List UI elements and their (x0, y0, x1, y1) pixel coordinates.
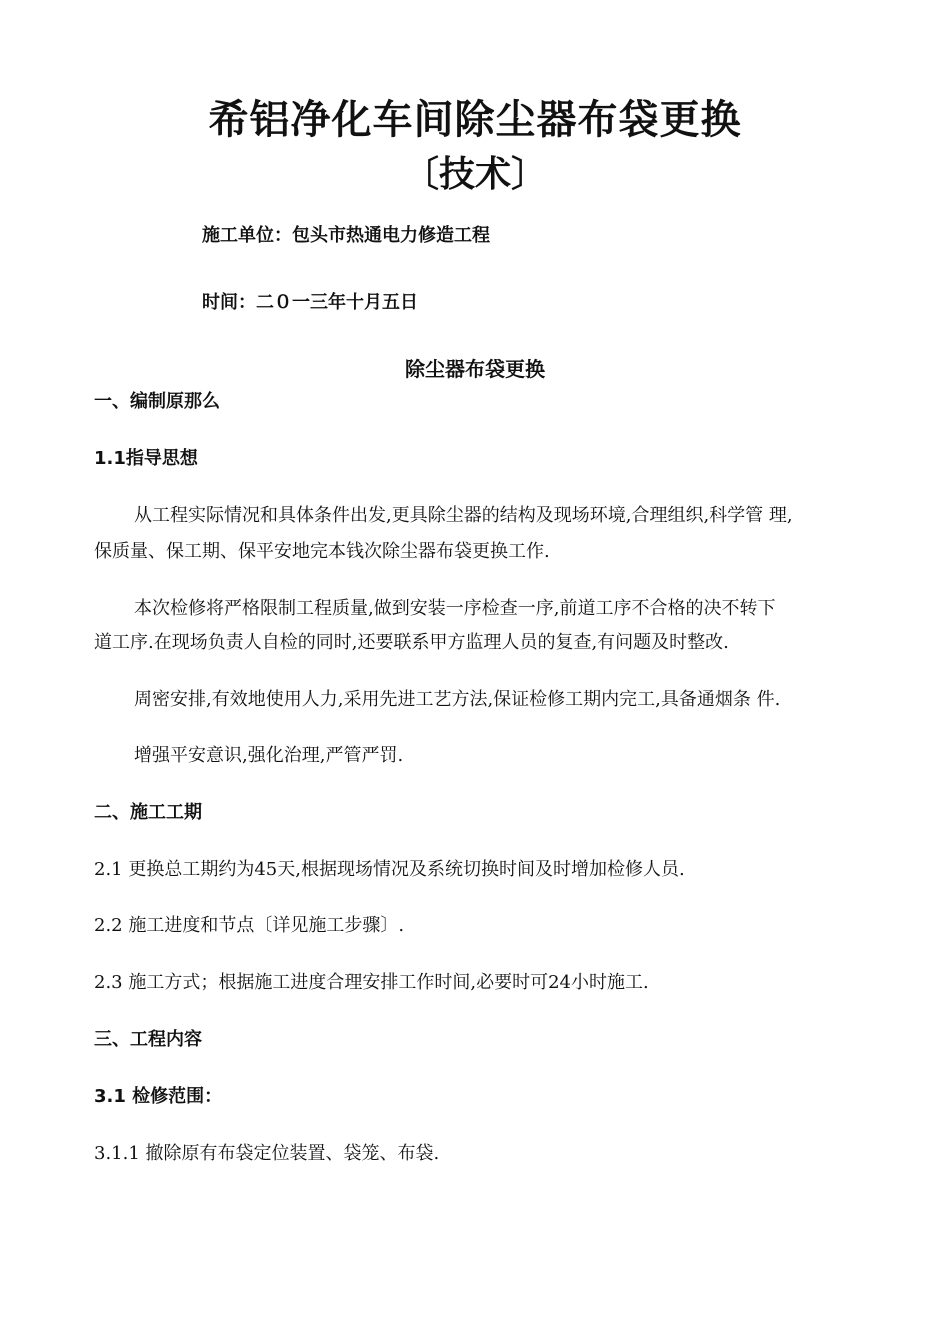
paragraph-4: 增强平安意识,强化治理,严管严罚. (134, 745, 404, 766)
item-2-2: 2.2 施工进度和节点〔详见施工步骤〕. (94, 915, 405, 936)
document-date: 时间：二０一三年十月五日 (202, 292, 418, 313)
paragraph-1-line-2: 保质量、保工期、保平安地完本钱次除尘器布袋更换工作. (94, 541, 550, 562)
heading-section-1: 一、编制原那么 (94, 391, 220, 412)
paragraph-2-line-1: 本次检修将严格限制工程质量,做到安装一序检查一序,前道工序不合格的决不转下 (134, 598, 776, 619)
paragraph-2-line-2: 道工序.在现场负责人自检的同时,还要联系甲方监理人员的复查,有问题及时整改. (94, 632, 729, 653)
item-2-3: 2.3 施工方式；根据施工进度合理安排工作时间,必要时可24小时施工. (94, 972, 649, 993)
heading-section-2: 二、施工工期 (94, 802, 202, 823)
section-subtitle: 除尘器布袋更换 (405, 357, 545, 381)
construction-unit: 施工单位：包头市热通电力修造工程 (202, 225, 490, 246)
document-title: 希铝净化车间除尘器布袋更换 (208, 97, 742, 143)
item-2-1: 2.1 更换总工期约为45天,根据现场情况及系统切换时间及时增加检修人员. (94, 859, 685, 880)
heading-section-3: 三、工程内容 (94, 1029, 202, 1050)
document-title-suffix: 〔技术〕 (402, 154, 547, 195)
item-3-1-1: 3.1.1 撤除原有布袋定位装置、袋笼、布袋. (94, 1143, 440, 1164)
heading-1-1: 1.1指导思想 (94, 448, 198, 469)
paragraph-3: 周密安排,有效地使用人力,采用先进工艺方法,保证检修工期内完工,具备通烟条 件. (134, 689, 781, 710)
heading-3-1: 3.1 检修范围： (94, 1086, 223, 1107)
paragraph-1-line-1: 从工程实际情况和具体条件出发,更具除尘器的结构及现场环境,合理组织,科学管 理, (134, 505, 793, 526)
